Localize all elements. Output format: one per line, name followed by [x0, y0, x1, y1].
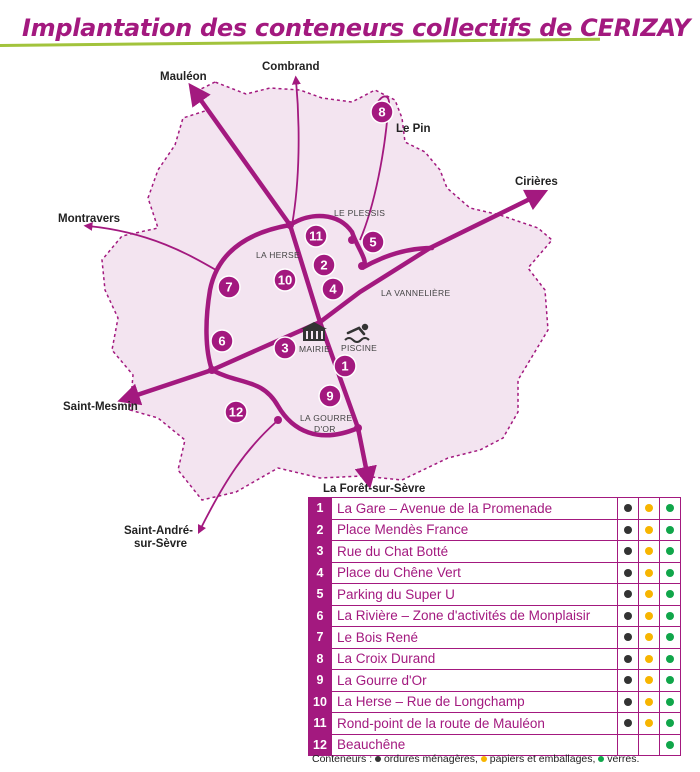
legend-row-number: 4	[309, 562, 332, 584]
district-mairie: MAIRIE	[299, 344, 331, 354]
papiers-dot	[645, 569, 653, 577]
container-marker-9[interactable]	[319, 385, 341, 407]
legend-row-number: 1	[309, 498, 332, 520]
ordures-dot	[624, 612, 632, 620]
legend-row-number: 5	[309, 584, 332, 606]
legend-cell-verres	[660, 541, 681, 563]
legend-cell-verres	[660, 670, 681, 692]
svg-text:11: 11	[309, 228, 323, 244]
legend-cell-ordures	[618, 627, 639, 649]
district-la-gourre-line2: D'OR	[314, 424, 336, 434]
legend-row-name: Place Mendès France	[332, 519, 618, 541]
legend-row-number: 3	[309, 541, 332, 563]
container-marker-6[interactable]	[211, 330, 233, 352]
verres-dot	[666, 676, 674, 684]
svg-text:6: 6	[218, 333, 226, 349]
legend-cell-verres	[660, 562, 681, 584]
legend-row-name: La Gare – Avenue de la Promenade	[332, 498, 618, 520]
legend-cell-papiers	[639, 648, 660, 670]
legend-cell-verres	[660, 691, 681, 713]
legend-cell-papiers	[639, 605, 660, 627]
legend-row-name: Place du Chêne Vert	[332, 562, 618, 584]
label-le-pin: Le Pin	[396, 123, 431, 135]
papiers-dot	[645, 547, 653, 555]
legend-row	[309, 670, 681, 692]
ordures-dot	[375, 756, 381, 762]
legend-row	[309, 562, 681, 584]
label-saint-mesmin: Saint-Mesmin	[63, 401, 138, 413]
footnote-ordures: ordures ménagères,	[383, 753, 478, 765]
ordures-dot	[624, 547, 632, 555]
map-title: Implantation des conteneurs collectifs de CERIZAY	[22, 14, 691, 42]
label-la-foret: La Forêt-sur-Sèvre	[323, 483, 426, 495]
papiers-dot	[645, 676, 653, 684]
footnote-verres: verres.	[607, 753, 640, 765]
svg-text:3: 3	[281, 340, 289, 356]
verres-dot	[666, 526, 674, 534]
verres-dot	[666, 633, 674, 641]
legend-row	[309, 519, 681, 541]
legend-cell-ordures	[618, 584, 639, 606]
legend-cell-papiers	[639, 584, 660, 606]
legend-row	[309, 541, 681, 563]
container-marker-2[interactable]	[313, 254, 335, 276]
label-montravers: Montravers	[58, 213, 120, 225]
svg-text:1: 1	[341, 358, 349, 374]
legend-cell-papiers	[639, 562, 660, 584]
legend-cell-ordures	[618, 605, 639, 627]
legend-row	[309, 691, 681, 713]
verres-dot	[666, 719, 674, 727]
svg-text:9: 9	[326, 388, 334, 404]
footnote-papiers: papiers et emballages,	[489, 753, 596, 765]
papiers-dot	[645, 633, 653, 641]
container-marker-7[interactable]	[218, 276, 240, 298]
papiers-dot	[481, 756, 487, 762]
legend-row	[309, 627, 681, 649]
legend-row-number: 11	[309, 713, 332, 735]
container-marker-10[interactable]	[274, 269, 296, 291]
ordures-dot	[624, 504, 632, 512]
legend-cell-verres	[660, 605, 681, 627]
ordures-dot	[624, 655, 632, 663]
legend-row-name: La Herse – Rue de Longchamp	[332, 691, 618, 713]
legend-row-name: Beauchêne	[332, 734, 618, 756]
papiers-dot	[645, 612, 653, 620]
label-mauleon: Mauléon	[160, 71, 207, 83]
legend-row-name: Rond-point de la route de Mauléon	[332, 713, 618, 735]
legend-row	[309, 648, 681, 670]
ordures-dot	[624, 526, 632, 534]
legend-row-number: 6	[309, 605, 332, 627]
district-la-vanneliere: LA VANNELIÈRE	[381, 288, 451, 298]
container-marker-8[interactable]	[371, 101, 393, 123]
legend-cell-ordures	[618, 562, 639, 584]
legend-cell-ordures	[618, 498, 639, 520]
legend-row	[309, 584, 681, 606]
legend-row-number: 12	[309, 734, 332, 756]
ordures-dot	[624, 569, 632, 577]
legend-cell-verres	[660, 519, 681, 541]
ordures-dot	[624, 676, 632, 684]
legend-cell-ordures	[618, 519, 639, 541]
district-piscine: PISCINE	[341, 343, 378, 353]
legend-cell-ordures	[618, 670, 639, 692]
legend-cell-verres	[660, 648, 681, 670]
papiers-dot	[645, 719, 653, 727]
svg-text:7: 7	[225, 279, 233, 295]
legend-cell-verres	[660, 734, 681, 756]
label-saint-andre-line2: sur-Sèvre	[134, 538, 188, 550]
verres-dot	[666, 698, 674, 706]
legend-cell-verres	[660, 713, 681, 735]
legend-cell-papiers	[639, 519, 660, 541]
legend-row-number: 7	[309, 627, 332, 649]
legend-cell-papiers	[639, 713, 660, 735]
label-combrand: Combrand	[262, 61, 320, 73]
label-saint-andre-line1: Saint-André-	[124, 525, 193, 537]
legend-cell-ordures	[618, 541, 639, 563]
verres-dot	[666, 569, 674, 577]
verres-dot	[666, 655, 674, 663]
svg-text:10: 10	[277, 272, 293, 288]
verres-dot	[666, 547, 674, 555]
legend-row-name: Parking du Super U	[332, 584, 618, 606]
legend-row-number: 8	[309, 648, 332, 670]
legend-cell-papiers	[639, 541, 660, 563]
district-la-herse: LA HERSE	[256, 250, 300, 260]
legend-row-number: 10	[309, 691, 332, 713]
container-marker-12[interactable]	[225, 401, 247, 423]
papiers-dot	[645, 526, 653, 534]
district-le-plessis: LE PLESSIS	[334, 208, 386, 218]
legend-cell-papiers	[639, 734, 660, 756]
legend-cell-ordures	[618, 691, 639, 713]
container-legend-table	[308, 497, 681, 756]
legend-cell-verres	[660, 584, 681, 606]
svg-text:4: 4	[329, 281, 337, 297]
legend-cell-verres	[660, 498, 681, 520]
container-marker-11[interactable]	[305, 225, 327, 247]
legend-row-number: 2	[309, 519, 332, 541]
label-cirieres: Cirières	[515, 176, 558, 188]
svg-text:12: 12	[228, 404, 244, 420]
svg-text:5: 5	[369, 234, 377, 250]
ordures-dot	[624, 719, 632, 727]
legend-row-name: Le Bois René	[332, 627, 618, 649]
footnote-prefix: Conteneurs :	[312, 753, 373, 765]
legend-cell-verres	[660, 627, 681, 649]
svg-text:2: 2	[320, 257, 328, 273]
verres-dot	[666, 504, 674, 512]
verres-dot	[666, 612, 674, 620]
district-la-gourre-line1: LA GOURRE	[300, 413, 353, 423]
legend-row	[309, 498, 681, 520]
ordures-dot	[624, 590, 632, 598]
svg-text:8: 8	[378, 104, 386, 120]
legend-footnote	[312, 753, 639, 765]
container-marker-5[interactable]	[362, 231, 384, 253]
ordures-dot	[624, 698, 632, 706]
container-marker-3[interactable]	[274, 337, 296, 359]
container-marker-1[interactable]	[334, 355, 356, 377]
container-marker-4[interactable]	[322, 278, 344, 300]
legend-cell-papiers	[639, 627, 660, 649]
legend-row-name: La Croix Durand	[332, 648, 618, 670]
legend-row-name: Rue du Chat Botté	[332, 541, 618, 563]
legend-row-number: 9	[309, 670, 332, 692]
verres-dot	[666, 590, 674, 598]
legend-cell-papiers	[639, 691, 660, 713]
papiers-dot	[645, 590, 653, 598]
legend-cell-papiers	[639, 670, 660, 692]
verres-dot	[598, 756, 604, 762]
verres-dot	[666, 741, 674, 749]
legend-row-name: La Gourre d'Or	[332, 670, 618, 692]
ordures-dot	[624, 633, 632, 641]
legend-row	[309, 605, 681, 627]
papiers-dot	[645, 504, 653, 512]
legend-cell-ordures	[618, 648, 639, 670]
legend-row-name: La Rivière – Zone d'activités de Monplaisir	[332, 605, 618, 627]
legend-cell-papiers	[639, 498, 660, 520]
papiers-dot	[645, 655, 653, 663]
legend-cell-ordures	[618, 713, 639, 735]
legend-row	[309, 713, 681, 735]
papiers-dot	[645, 698, 653, 706]
